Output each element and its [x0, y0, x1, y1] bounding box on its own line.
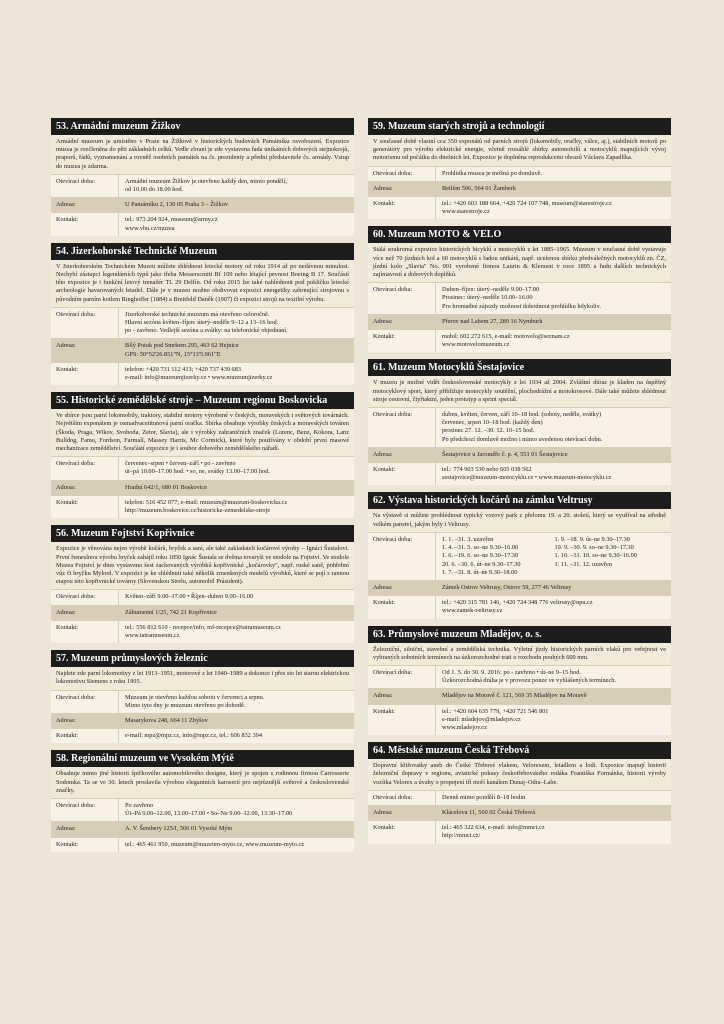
- museum-title: 63. Průmyslové muzeum Mladějov, o. s.: [368, 626, 671, 643]
- info-value: [118, 822, 354, 836]
- info-row-oteviraci-doba: [51, 174, 354, 197]
- info-line: Bílý Potok pod Smrkem 295, 463 62 Hejnice: [125, 342, 239, 350]
- info-line: Armádní muzeum Žižkov je otevřeno každý den, mimo pondělí,: [125, 177, 287, 185]
- info-label: Kontakt:: [56, 498, 79, 506]
- contact-link[interactable]: mobil: 602 272 615, e-mail: motovelo@seznam.cz: [442, 333, 570, 341]
- info-value: [435, 581, 671, 595]
- info-label: Otevírací doba:: [56, 801, 95, 809]
- info-line: Šestajovice u Jaroměře č. p. 4, 551 01 Šestajovice: [442, 450, 568, 458]
- info-label: Kontakt:: [373, 333, 396, 341]
- museum-title: 58. Regionální muzeum ve Vysokém Mýtě: [51, 750, 354, 767]
- museum-title: 57. Muzeum průmyslových železnic: [51, 650, 354, 667]
- info-line: Prohlídka muzea je možná po domluvě.: [442, 169, 543, 177]
- info-line: 19. 9. –30. 9. so–ne 9.30–17.30: [554, 544, 634, 552]
- info-row-oteviraci-doba: [51, 456, 354, 479]
- contact-link[interactable]: www.mladejov.cz: [442, 723, 487, 731]
- info-line: duben, květen, červen, září 10–18 hod. (soboty, neděle, svátky): [442, 411, 602, 419]
- info-line: Záhumenní 1/25, 742 21 Kopřivnice: [125, 608, 217, 616]
- museum-description: Expozice je věnována nejen výrobě kočárů, bryček a saní, ale také zakladateli kočárové výroby – Ignáci Šustalovi. První řemeslnou výrobu bryček zahájil roku 1850 Ignác Šustala se dvěma tovaryši ve stodole na Fojtství. Ve stodole Muzea Fojtství je dnes vystaveno šest zachovaných výrobků kopřivnické „kočárovky", např. ruské saně, pohřební vůz či bryčku Mylord. V expozici je ke shlédnutí také několik zmenšených modelů výrobků, které se pojí s rannou etapou této kopřivnické továrny (Slovenskou Strelu, automobil Prásident).: [51, 542, 354, 589]
- info-label: Otevírací doba:: [56, 460, 95, 468]
- info-row-oteviraci-doba: [368, 665, 671, 688]
- contact-link[interactable]: e-mail: mladejov@mladejov.cz: [442, 715, 521, 723]
- info-label: Kontakt:: [373, 707, 396, 715]
- info-value: [435, 533, 671, 580]
- info-line: Zámek Ostrov Veltrusy, Ostrov 59, 277 46 Veltrusy: [442, 583, 572, 591]
- info-value: [435, 448, 671, 462]
- museum-description: Na výstavě si můžete prohlédnout typický vozový park z přelomu 19. a 20. století, který se využíval na středně velkém panství, jakým byly i Veltrusy.: [368, 509, 671, 531]
- info-line: GPS: 50°52'26.851"N, 15°13'5.961"E: [125, 350, 221, 358]
- info-label: Otevírací doba:: [56, 310, 95, 318]
- info-label: Otevírací doba:: [373, 535, 412, 543]
- info-line: Prosinec: úterý–neděle 10.00–16.00: [442, 294, 533, 302]
- info-value: [118, 308, 354, 339]
- info-label: Otevírací doba:: [373, 668, 412, 676]
- info-label: Kontakt:: [56, 216, 79, 224]
- info-line: Hradní 642/1, 680 01 Boskovice: [125, 483, 208, 491]
- info-line: Hlavní sezóna květen–říjen: úterý–neděle 9–12 a 13–16 hod.: [125, 319, 279, 327]
- info-label: Adresa:: [56, 608, 76, 616]
- info-label: Adresa:: [373, 692, 393, 700]
- info-value: [435, 596, 671, 618]
- info-value: [118, 590, 354, 604]
- museum-title: 53. Armádní muzeum Žižkov: [51, 118, 354, 135]
- info-value: [435, 821, 671, 843]
- info-line: Masarykova 248, 664 11 Zbýšov: [125, 716, 208, 724]
- museum-title: 55. Historické zemědělské stroje – Muzeum regionu Boskovicka: [51, 392, 354, 409]
- info-label: Adresa:: [56, 716, 76, 724]
- info-line: 1. 9. –18. 9. út–ne 9.30–17.30: [554, 535, 630, 543]
- info-label: Kontakt:: [56, 732, 79, 740]
- info-line: Přerov nad Labem 27, 289 16 Nymburk: [442, 317, 543, 325]
- info-label: Adresa:: [56, 483, 76, 491]
- info-row-oteviraci-doba: [368, 790, 671, 805]
- info-line: Jizerkohorské technické muzeum má otevřeno celoročně.: [125, 310, 270, 318]
- info-row-oteviraci-doba: [368, 166, 671, 181]
- info-value: [435, 689, 671, 703]
- info-line: červenec–srpen • červen–září • po - zavřeno: [125, 460, 236, 468]
- info-label: Adresa:: [373, 450, 393, 458]
- info-row-adresa: [51, 197, 354, 212]
- contact-link[interactable]: e-mail: info@muzeumjizerky.cz • www.muzeumjizerky.cz: [125, 374, 273, 382]
- info-line: Úzkorozchodná dráha je v provozu pouze ve vyhlášených termínech.: [442, 677, 616, 685]
- contact-link[interactable]: http://mmct.cz/: [442, 832, 481, 840]
- info-line: Út–Pá 9.00–12.00, 13.00–17.00 • So–Ne 9.00–12.00, 13.30–17.00: [125, 810, 293, 818]
- contact-link[interactable]: tel.: 556 812 610 - recepce/info, mf-recepce@tatramuseum.cz: [125, 623, 281, 631]
- info-value: [118, 481, 354, 495]
- info-value: [118, 714, 354, 728]
- contact-link[interactable]: http://muzeum.boskovice.cz/historicke-zemedelske-stroje: [125, 507, 271, 515]
- info-value: [435, 806, 671, 820]
- info-line: 1. 1. –31. 3. uzavřen: [442, 535, 494, 543]
- contact-link[interactable]: telefon: 516 452 077; e-mail: muzeum@muzeum-boskovicka.cz: [125, 498, 288, 506]
- info-row-oteviraci-doba: [368, 282, 671, 314]
- info-label: Otevírací doba:: [56, 593, 95, 601]
- contact-link[interactable]: tel.: +420 603 188 664, +420 724 107 748, museum@starestroje.cz: [442, 200, 612, 208]
- museum-description: Ve sbírce jsou parní lokomobily, traktory, stabilní motory výrobené v českých, moravských i světových továrnách. Největším exponátem je osmadvacetitunová parní oračka. Sbírka obsahuje výrobky českých a moravských továren (Škoda, Praga, Wikov, Svoboda, Zetor, Slavia), ale i výrobky zahraničních značek (Lorenc, Benz, Kokora, Lanz Bulldog, Famo, Fordson, Farmall, Massey Harris, Mc Cormick), které byly používány v období první masové mechanizace zemědělství. Součástí expozice je i soubor dobového zemědělského nářadí.: [51, 409, 354, 456]
- museum-title: 59. Muzeum starých strojů a technologií: [368, 118, 671, 135]
- museum-card: [368, 359, 671, 485]
- info-line: 1. 4. –31. 5. so–ne 9.30–16.00: [442, 544, 519, 552]
- museum-description: V muzeu je možné vidět československé motocykly z let 1934 až 2004. Zvláštní důraz je kladen na úspěšný motocyklový sport, který přibližuje motocykly soutěžní, plochodrážní a motokrosové. Dále také můžete shlédnout stroje cestovní, čtyřtaktní, jeden prototyp a sprint speciál.: [368, 376, 671, 407]
- info-line: Muzeum je otevřeno každou sobotu v červenci a srpnu.: [125, 693, 265, 701]
- museum-card: [368, 226, 671, 352]
- museum-description: Železniční, silniční, stavební a zemědělská technika. Výletní jízdy historických parních vlaků pro veřejnost ve vybraných sobotních termínech na úzkorozchodné trati o rozchodu pouhých 600 mm.: [368, 643, 671, 665]
- info-row-kontakt: [368, 329, 671, 352]
- info-line: Denně mimo pondělí 8–18 hodin: [442, 793, 526, 801]
- info-line: 1. 6. –19. 6. so–ne 9.30–17.30: [442, 552, 519, 560]
- info-value: [435, 791, 671, 805]
- info-row-oteviraci-doba: [368, 532, 671, 580]
- info-value: [435, 330, 671, 352]
- info-line: Po předchozí domluvě možno i mimo uvedenou otevírací dobu.: [442, 435, 603, 443]
- museum-title: 62. Výstava historických kočárů na zámku Veltrusy: [368, 492, 671, 509]
- info-label: Kontakt:: [373, 824, 396, 832]
- contact-link[interactable]: www.vhu.cz/muzea: [125, 224, 175, 232]
- info-label: Otevírací doba:: [373, 793, 412, 801]
- info-value: [118, 363, 354, 385]
- info-value: [435, 705, 671, 736]
- info-value: [435, 283, 671, 314]
- info-row-adresa: [51, 338, 354, 361]
- info-line: prosinec 27. 12. –30. 12. 10–15 hod.: [442, 427, 535, 435]
- info-row-kontakt: [368, 704, 671, 736]
- info-label: Adresa:: [56, 825, 76, 833]
- info-label: Adresa:: [373, 583, 393, 591]
- info-row-kontakt: [51, 495, 354, 518]
- info-value: [118, 799, 354, 821]
- info-label: Adresa:: [373, 184, 393, 192]
- contact-link[interactable]: tel.: 465 322 634, e-mail: info@mmct.cz: [442, 824, 545, 832]
- info-row-adresa: [51, 480, 354, 495]
- info-row-adresa: [368, 447, 671, 462]
- contact-link[interactable]: www.motovelomuzeum.cz: [442, 341, 510, 349]
- info-label: Kontakt:: [56, 365, 79, 373]
- info-line: od 10.00 do 18.00 hod.: [125, 186, 184, 194]
- info-label: Otevírací doba:: [56, 693, 95, 701]
- info-label: Adresa:: [56, 342, 76, 350]
- info-line: 20. 6. –30. 6. út–ne 9.30–17.30: [442, 560, 521, 568]
- info-value: [435, 408, 671, 447]
- museum-title: 60. Muzeum MOTO & VELO: [368, 226, 671, 243]
- info-line: 1. 7. –31. 8. út–ne 9.30–18.00: [442, 568, 518, 576]
- info-line: Květen–září 9.00–17.00 • Říjen–duben 9.00–16.00: [125, 593, 254, 601]
- museum-card: [51, 750, 354, 851]
- contact-link[interactable]: tel.: 465 461 950, muzeum@muzeum-myto.cz, www.muzeum-myto.cz: [125, 840, 305, 848]
- info-value: [118, 339, 354, 361]
- contact-link[interactable]: tel.: 973 204 924, museum@army.cz: [125, 216, 218, 224]
- info-row-oteviraci-doba: [51, 798, 354, 821]
- contact-link[interactable]: tel.: +420 315 781 146, +420 724 348 776 veltrusy@npu.cz: [442, 599, 593, 607]
- info-row-kontakt: [368, 196, 671, 219]
- contact-link[interactable]: www.tatramuseum.cz: [125, 631, 180, 639]
- info-row-adresa: [51, 605, 354, 620]
- info-line: Klácelova 11, 560 02 Česká Třebová: [442, 808, 536, 816]
- info-value: [118, 175, 354, 197]
- museum-description: V Jizerkohorském Technickém Muzeu můžete shlédnout letecké motory od roku 1914 až po nedávnou minulost. Nechybí zástupci legendárních typů jako třeba Messerscmitt Bf 109 nebo létající pevnost Boeing B 17. Součástí této expozice je i funkční letový trenažér TL 29 Delfín. Od roku 2015 lze také nahlédnout pod pokličku letecké archeologie havarovaných letadel. Dále je v muzeu možno obdivovat expozici energetiky zahrnující strojovnu s původním parním kotlem Ringhoffer (1884) a Breitfeld Daněk (1907) či expozici strojů na textilní výrobu.: [51, 260, 354, 307]
- info-label: Kontakt:: [56, 840, 79, 848]
- info-value: [118, 729, 354, 743]
- museum-card: [51, 243, 354, 385]
- museum-title: 56. Muzeum Fojtství Kopřivnice: [51, 525, 354, 542]
- museum-card: [51, 392, 354, 518]
- info-row-adresa: [51, 821, 354, 836]
- info-line: Mladějov na Moravě č. 121, 569 35 Mladějov na Moravě: [442, 692, 587, 700]
- info-row-adresa: [368, 580, 671, 595]
- info-line: U Památníku 2, 130 05 Praha 3 – Žižkov: [125, 201, 229, 209]
- info-value: [435, 182, 671, 196]
- museum-card: [368, 492, 671, 618]
- info-row-adresa: [368, 314, 671, 329]
- museum-title: 54. Jizerkohorské Technické Muzeum: [51, 243, 354, 260]
- museum-description: Obsahuje mimo jiné historii špičkového automobilového designu, který je spojen s rodinnou firmou Carrosserie Sodomka. Ta se ve 30. letech proslavila výrobou elegantních karoserií pro nejrůznější světové a československé značky.: [51, 767, 354, 798]
- museum-card: [368, 118, 671, 219]
- contact-link[interactable]: www.zamek-veltrusy.cz: [442, 607, 503, 615]
- museum-card: [368, 626, 671, 736]
- info-value: [435, 315, 671, 329]
- info-row-oteviraci-doba: [51, 589, 354, 604]
- info-value: [118, 691, 354, 713]
- info-row-kontakt: [51, 728, 354, 743]
- info-value: [118, 621, 354, 643]
- info-line: Betlém 506, 564 01 Žamberk: [442, 184, 516, 192]
- info-row-kontakt: [51, 212, 354, 235]
- info-line: telefon: +420 731 112 413; +420 737 439 683: [125, 365, 242, 373]
- museum-description: Dopravní křižovatky aneb do České Třebové vlakem, Velorexem, letadlem a lodí. Expozice mapují historii železniční dopravy v regionu, aviatické pokusy českotřebovského rodáka Františka Formánka, historii výroby vozítka Velorex a úvahy o propojení tří moří kanálem Dunaj–Odra–Labe.: [368, 759, 671, 790]
- info-label: Otevírací doba:: [373, 286, 412, 294]
- info-value: [435, 463, 671, 485]
- museum-description: Najdete zde parní lokomotivy z let 1913–1951, motorové z let 1940–1989 a dokonce i přes sto let starou elektrickou lokomotivu Siemens z roku 1905.: [51, 667, 354, 689]
- info-value: [118, 606, 354, 620]
- museum-description: Armádní muzeum je umístěno v Praze na Žižkově v historických budovách Památníku osvobození. Expozice muzea je rozčleněna do pěti základních celků. Vedle zbraní je zde vystavena řada unikátních dobových stejnokrojů, praporů, řádů, vyznamenání a rovněž osobních památek na čs. prezidenty a přední představitele čs. armády. Vstup do muzea je zdarma.: [51, 135, 354, 174]
- info-line: tel.: +420 604 635 779, +420 721 546 801: [442, 707, 549, 715]
- info-line: Od 1. 5. do 30. 9. 2016: po - zavřeno • út–ne 9–15 hod.: [442, 668, 581, 676]
- info-label: Kontakt:: [373, 599, 396, 607]
- contact-link[interactable]: e-mail: mpz@mpz.cz, info@mpz.cz, tel.: 606 832 394: [125, 732, 262, 740]
- museum-description: Stálá soukromá expozice historických bicyklů a motocyklů z let 1885–1965. Muzeum v současné době vystavuje více než 70 jízdních kol a 60 motocyklů s řadou unikátů, např. ucelenou sbírku předválečných motocyklů zn. ČZ, jízdní kolo „Slavia" No. 001 vyrobené firmou Laurin & Klement v roce 1895 a řadu dalších technických zajímavostí a dobových doplňků.: [368, 243, 671, 282]
- contact-link[interactable]: sestajovice@muzeum-motocyklu.cz • www.muzeum-motocyklu.cz: [442, 474, 612, 482]
- museum-title: 64. Městské muzeum Česká Třebová: [368, 742, 671, 759]
- info-label: Adresa:: [56, 201, 76, 209]
- info-label: Kontakt:: [373, 200, 396, 208]
- contact-link[interactable]: www.starestroje.cz: [442, 208, 490, 216]
- info-label: Kontakt:: [373, 466, 396, 474]
- info-line: tel.: 774 903 530 nebo 605 038 562: [442, 466, 532, 474]
- museum-card: [51, 525, 354, 643]
- info-value: [118, 213, 354, 235]
- info-value: [118, 838, 354, 852]
- info-row-adresa: [368, 805, 671, 820]
- info-row-adresa: [368, 688, 671, 703]
- info-value: [118, 198, 354, 212]
- info-value: [435, 666, 671, 688]
- info-value: [435, 167, 671, 181]
- museum-card: [51, 650, 354, 743]
- info-line: červenec, srpen 10–18 hod. (každý den): [442, 419, 543, 427]
- info-line: Duben–říjen: úterý–neděle 9.00–17.00: [442, 286, 540, 294]
- info-row-kontakt: [368, 820, 671, 843]
- museum-description: V současné době vlastní cca 350 exponátů od parních strojů (lokomobily, oračky, válce, aj.), stabilních motorů po generátory pro výrobu elektrické energie, včetně rozsáhlé sbírky automobilů a motocyklů mapujících vývoj motorismu od počátku do dnešních let. Expozice je doplněna reprodukcemi obrazů Václava Zapadlíka.: [368, 135, 671, 166]
- info-label: Otevírací doba:: [56, 177, 95, 185]
- info-row-kontakt: [368, 595, 671, 618]
- info-label: Otevírací doba:: [373, 169, 412, 177]
- right-column: [368, 118, 671, 851]
- museum-card: [51, 118, 354, 236]
- info-row-oteviraci-doba: [51, 690, 354, 713]
- info-line: Mimo tyto dny je muzeum otevřeno po dohodě.: [125, 701, 246, 709]
- info-value: [118, 457, 354, 479]
- left-column: [51, 118, 354, 859]
- info-value: [435, 197, 671, 219]
- museum-card: [368, 742, 671, 843]
- info-line: 1. 11. –31. 12. uzavřen: [554, 560, 612, 568]
- info-label: Otevírací doba:: [373, 411, 412, 419]
- info-row-adresa: [368, 181, 671, 196]
- info-line: Pro hromadné zájezdy možnost dohodnout prohlídku kdykoliv.: [442, 302, 601, 310]
- info-value: [118, 496, 354, 518]
- info-line: 1. 10. –31. 10. so–ne 9.30–16.00: [554, 552, 637, 560]
- info-line: po - zavřeno. Vedlejší sezóna a svátky: na telefonické objednání.: [125, 327, 288, 335]
- info-label: Adresa:: [373, 808, 393, 816]
- info-label: Adresa:: [373, 317, 393, 325]
- info-row-kontakt: [368, 462, 671, 485]
- museum-title: 61. Muzeum Motocyklů Šestajovice: [368, 359, 671, 376]
- info-row-kontakt: [51, 837, 354, 852]
- info-row-adresa: [51, 713, 354, 728]
- info-row-kontakt: [51, 362, 354, 385]
- info-label: Kontakt:: [56, 623, 79, 631]
- info-row-kontakt: [51, 620, 354, 643]
- info-row-oteviraci-doba: [368, 407, 671, 447]
- info-line: A. V. Šembery 125/I, 566 01 Vysoké Mýto: [125, 825, 233, 833]
- info-row-oteviraci-doba: [51, 307, 354, 339]
- info-line: út–pá 10.00–17.00 hod. • so, ne, svátky 13.00–17.00 hod.: [125, 468, 270, 476]
- info-line: Po zavřeno: [125, 801, 154, 809]
